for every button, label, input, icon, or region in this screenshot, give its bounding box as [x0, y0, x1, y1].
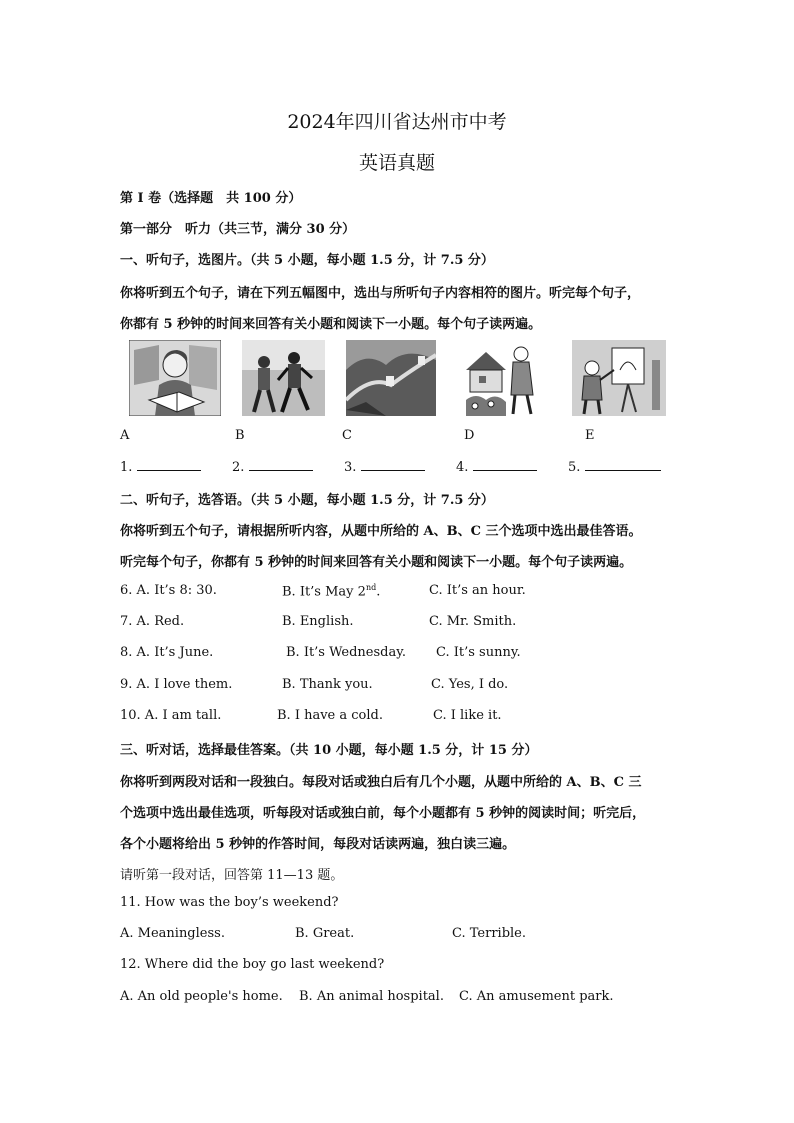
section1-heading: 一、听句子，选图片。（共 5 小题，每小题 1.5 分，计 7.5 分）: [120, 253, 494, 268]
section3-heading: 三、听对话，选择最佳答案。（共 10 小题，每小题 1.5 分，计 15 分）: [120, 743, 538, 758]
question-11-option-c[interactable]: C. Terrible.: [452, 926, 526, 941]
volume-heading: 第 I 卷（选择题 共 100 分）: [120, 191, 302, 206]
picture-label-a: A: [120, 428, 130, 443]
exam-subtitle: 英语真题: [358, 152, 435, 174]
section1-instruction-2: 你都有 5 秒钟的时间来回答有关小题和阅读下一小题。每个句子读两遍。: [120, 317, 542, 332]
question-12-option-b[interactable]: B. An animal hospital.: [299, 989, 444, 1004]
question-6-option-b[interactable]: [282, 583, 380, 599]
picture-label-e: E: [585, 428, 595, 443]
question-6-option-a[interactable]: 6. A. It’s 8: 30.: [120, 583, 217, 598]
part1-heading: 第一部分 听力（共三节，满分 30 分）: [120, 222, 356, 237]
question-12-option-a[interactable]: A. An old people's home.: [120, 989, 283, 1004]
section2-instruction-2: 听完每个句子，你都有 5 秒钟的时间来回答有关小题和阅读下一小题。每个句子读两遍。: [120, 555, 633, 570]
question-8-option-c[interactable]: C. It’s sunny.: [436, 645, 521, 660]
question-11-text: 11. How was the boy’s weekend?: [120, 895, 339, 910]
question-8-option-b[interactable]: B. It’s Wednesday.: [286, 645, 406, 660]
answer-blank-1[interactable]: [120, 458, 201, 475]
question-10-option-b[interactable]: B. I have a cold.: [277, 708, 383, 723]
question-9-option-a[interactable]: 9. A. I love them.: [120, 677, 233, 692]
question-12-text: 12. Where did the boy go last weekend?: [120, 957, 385, 972]
section2-instruction-1: 你将听到五个句子，请根据所听内容，从题中所给的 A、B、C 三个选项中选出最佳答语。: [120, 524, 642, 539]
question-11-option-a[interactable]: A. Meaningless.: [120, 926, 225, 941]
section1-instruction-1: 你将听到五个句子，请在下列五幅图中，选出与所听句子内容相符的图片。听完每个句子，: [120, 286, 641, 301]
girl-reading-picture: [129, 340, 221, 416]
answer-blank-2[interactable]: [232, 458, 313, 475]
picture-label-b: B: [235, 428, 245, 443]
blank-number: 4.: [456, 460, 469, 475]
man-gardening-picture: [461, 340, 546, 416]
question-12-option-c[interactable]: C. An amusement park.: [459, 989, 614, 1004]
question-6-option-c[interactable]: C. It’s an hour.: [429, 583, 526, 598]
answer-blank-4[interactable]: [456, 458, 537, 475]
question-7-option-c[interactable]: C. Mr. Smith.: [429, 614, 517, 629]
option-text-end: .: [376, 584, 381, 600]
great-wall-picture: [346, 340, 436, 416]
section3-instruction-2: 个选项中选出最佳选项，听每段对话或独白前，每个小题都有 5 秒钟的阅读时间；听完后，: [120, 806, 646, 821]
question-7-option-b[interactable]: B. English.: [282, 614, 354, 629]
question-9-option-b[interactable]: B. Thank you.: [282, 677, 373, 692]
blank-number: 1.: [120, 460, 133, 475]
boy-painting-picture: [572, 340, 666, 416]
picture-label-d: D: [464, 428, 475, 443]
blank-number: 3.: [344, 460, 357, 475]
answer-blank-5[interactable]: [568, 458, 661, 475]
answer-blank-3[interactable]: [344, 458, 425, 475]
section3-instruction-1: 你将听到两段对话和一段独白。每段对话或独白后有几个小题，从题中所给的 A、B、C 三: [120, 775, 642, 790]
option-text: B. It’s May 2: [282, 584, 366, 600]
section3-subheading: 请听第一段对话，回答第 11—13 题。: [120, 868, 344, 883]
picture-label-c: C: [342, 428, 352, 443]
exam-title: 2024年四川省达州市中考: [287, 111, 507, 133]
people-exercising-picture: [242, 340, 325, 416]
section3-instruction-3: 各个小题将给出 5 秒钟的作答时间，每段对话读两遍，独白读三遍。: [120, 837, 516, 852]
ordinal-suffix: nd: [365, 583, 377, 592]
question-10-option-a[interactable]: 10. A. I am tall.: [120, 708, 222, 723]
question-7-option-a[interactable]: 7. A. Red.: [120, 614, 185, 629]
question-10-option-c[interactable]: C. I like it.: [433, 708, 502, 723]
blank-number: 2.: [232, 460, 245, 475]
question-11-option-b[interactable]: B. Great.: [295, 926, 355, 941]
question-9-option-c[interactable]: C. Yes, I do.: [431, 677, 509, 692]
section2-heading: 二、听句子，选答语。（共 5 小题，每小题 1.5 分，计 7.5 分）: [120, 493, 494, 508]
blank-number: 5.: [568, 460, 581, 475]
question-8-option-a[interactable]: 8. A. It’s June.: [120, 645, 214, 660]
